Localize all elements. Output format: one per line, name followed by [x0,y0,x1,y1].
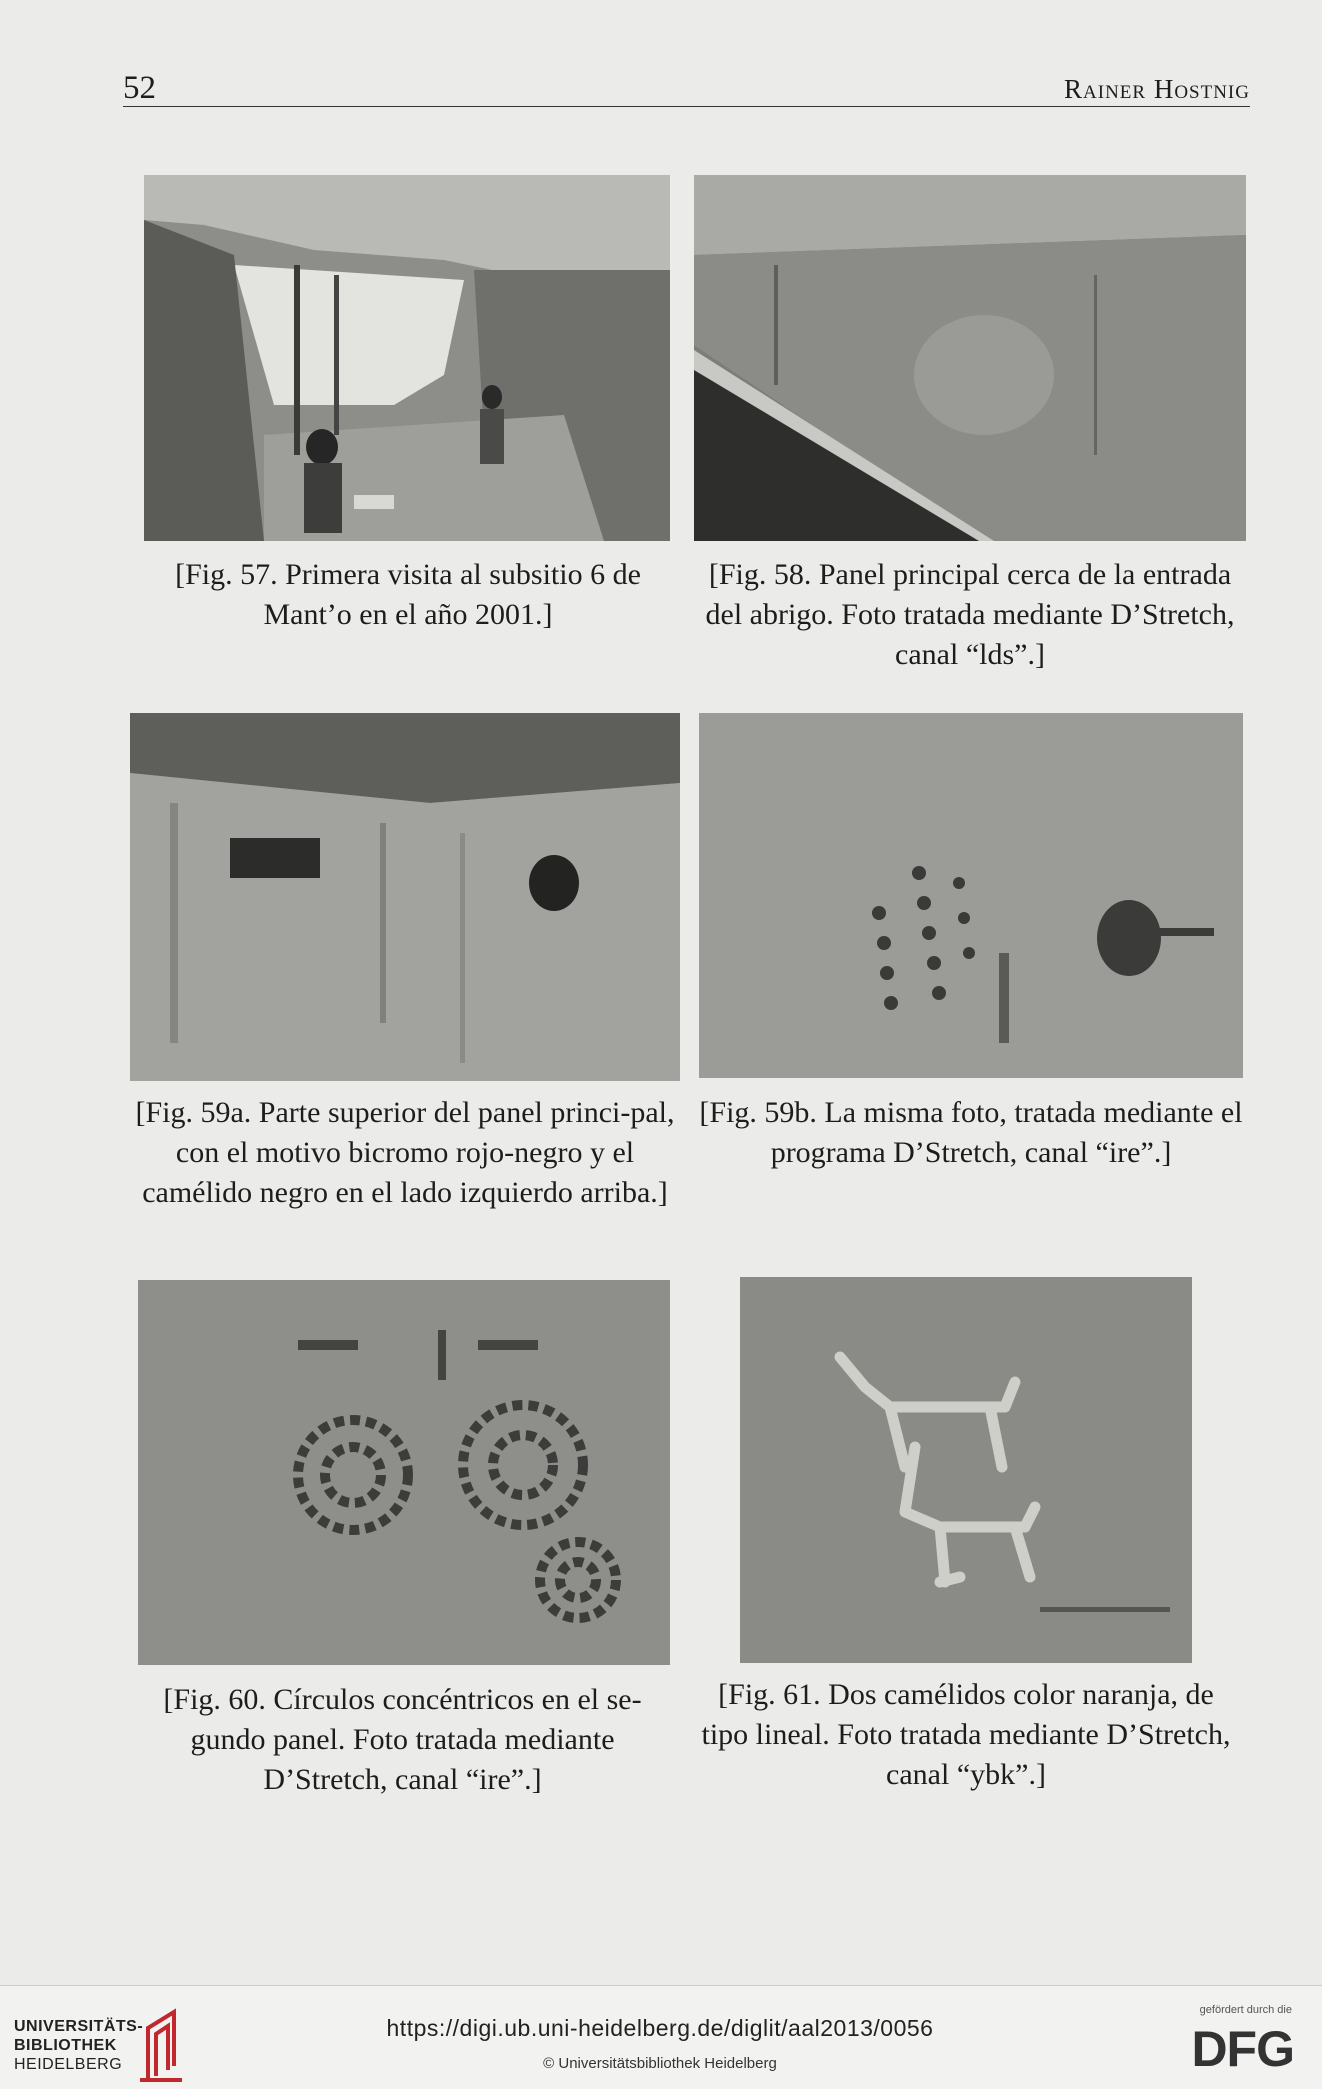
page-number: 52 [123,70,156,106]
library-name-line3: HEIDELBERG [14,2056,123,2073]
figure-59b-photo [699,713,1243,1078]
running-header [123,62,1250,107]
figure-58-photo [694,175,1246,541]
library-name-line1: UNIVERSITÄTS- [14,2018,144,2035]
library-name-line2: BIBLIOTHEK [14,2037,117,2054]
figure-57-caption: [Fig. 57. Primera visita al subsitio 6 de Mant’o en el año 2001.] [175,558,641,631]
dfg-logo: DFG [1191,2021,1294,2077]
figure-60-caption: [Fig. 60. Círculos concéntricos en el se-gundo panel. Foto tratada mediante D’Stretch, canal “ire”.] [163,1683,642,1796]
running-header-author: Rainer Hostnig [1064,74,1250,104]
library-name [14,2017,143,2074]
figure-57-photo [144,175,670,541]
figure-58-caption: [Fig. 58. Panel principal cerca de la entrada del abrigo. Foto tratada mediante D’Stretch, canal “lds”.] [705,558,1235,671]
figure-61-caption: [Fig. 61. Dos camélidos color naranja, de tipo lineal. Foto tratada mediante D’Stretch, canal “ybk”.] [701,1678,1231,1791]
library-logo-icon [134,2006,186,2082]
figure-59b-caption: [Fig. 59b. La misma foto, tratada mediante el programa D’Stretch, canal “ire”.] [699,1096,1243,1169]
figure-60-photo [138,1280,670,1665]
figure-61-photo [740,1277,1192,1663]
digitization-footer [0,1985,1322,2089]
figure-59a-photo [130,713,680,1081]
permalink-url[interactable]: https://digi.ub.uni-heidelberg.de/diglit/aal2013/0056 [386,2015,934,2041]
funding-label: gefördert durch die [1199,2004,1292,2016]
figure-59a-caption: [Fig. 59a. Parte superior del panel princi-pal, con el motivo bicromo rojo-negro y el camélido negro en el lado izquierdo arriba.] [135,1096,675,1209]
copyright-notice: © Universitätsbibliothek Heidelberg [543,2055,777,2072]
